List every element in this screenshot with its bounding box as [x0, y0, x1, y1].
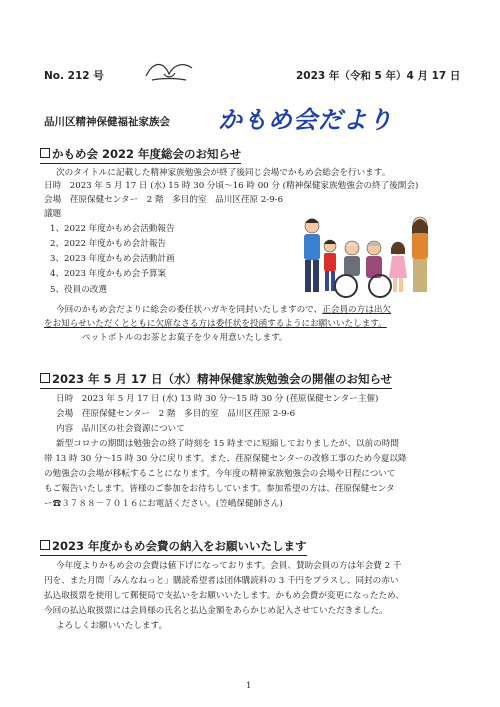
section2-body-line: の勉強会の会場が移転することになります。今年度の精神家族勉強会の会場や日程について [44, 469, 396, 479]
section3-body-line: 今回の払込取扱票には会員様の氏名と払込金額をあらかじめ記入させていただきました。 [44, 606, 388, 616]
section2-body-line: ー☎３７８８－７０１６にお電話ください。(笠嶋保健師さん) [44, 499, 283, 509]
seagull-logo-icon [142, 56, 196, 88]
section1-heading: かもめ会 2022 年度総会のお知らせ [40, 146, 241, 164]
issue-number: No. 212 号 [44, 70, 104, 82]
section1-datetime: 日時 2023 年 5 月 17 日 (水) 15 時 30 分頃～16 時 00 分 (精神保健家族勉強会の終了後開会) [44, 181, 419, 191]
issue-date: 2023 年（令和 5 年）4 月 17 日 [296, 70, 461, 82]
section3-body-line: 今年度よりかもめ会の会費は値下げになっております。会員、賛助会員の方は年会費 2 千 [56, 561, 402, 571]
section1-note-line3: ペットボトルのお茶とお菓子を少々用意いたします。 [82, 333, 288, 343]
section2-heading: 2023 年 5 月 17 日（水）精神保健家族勉強会の開催のお知らせ [40, 371, 392, 389]
agenda-item: 2、2022 年度かもめ会計報告 [50, 239, 167, 249]
checkbox-icon [40, 148, 50, 158]
section1-note-line1: 今回のかもめ会だよりに総会の委任状ハガキを同封いたしますので、正会員の方は出欠 [56, 305, 392, 315]
section2-body-line: 新型コロナの期間は勉強会の終了時刻を 15 時までに短縮しておりましたが、以前の時間 [56, 439, 399, 449]
agenda-item: 4、2023 年度かもめ会予算案 [50, 269, 167, 279]
section1-line: 次のタイトルに記載した精神家族勉強会が終了後同じ会場でかもめ会総会を行います。 [56, 168, 391, 178]
agenda-item: 1、2022 年度かもめ会活動報告 [50, 224, 175, 234]
organization-name: 品川区精神保健福祉家族会 [44, 116, 170, 128]
agenda-item: 3、2023 年度かもめ会活動計画 [50, 254, 175, 264]
family-illustration [294, 206, 438, 302]
section2-content: 内容 品川区の社会資源について [56, 424, 185, 434]
section1-note-line2: をお知らせいただくとともに欠席なさる方は委任状を投函するようにお願いいたします。 [44, 319, 387, 329]
newsletter-title: かもめ会だより [218, 106, 393, 134]
section3-heading: 2023 年度かもめ会費の納入をお願いいたします [40, 538, 307, 556]
section2-datetime: 日時 2023 年 5 月 17 日 (水) 13 時 30 分～15 時 30 分 (荏原保健センター主催) [56, 394, 379, 404]
checkbox-icon [40, 373, 50, 383]
section2-body-line: もご報告いたします。皆様のご参加をお待ちしています。参加希望の方は、荏原保健センタ [44, 484, 395, 494]
section3-body-line: 円を、また月間「みんなねっと」購読希望者は団体購読料の 3 千円をプラスし、同封の赤い [44, 576, 399, 586]
section3-body-line: 払込取扱票を使用して郵便局で支払いをお願いいたします。かもめ会費が変更になったため、 [44, 591, 404, 601]
section3-body-line: よろしくお願いいたします。 [56, 621, 168, 631]
section2-venue: 会場 荏原保健センター 2 階 多目的室 品川区荏原 2-9-6 [56, 409, 296, 419]
page-number: 1 [246, 681, 252, 691]
section1-venue: 会場 荏原保健センター 2 階 多目的室 品川区荏原 2-9-6 [44, 195, 284, 205]
checkbox-icon [40, 540, 50, 550]
agenda-item: 5、役員の改選 [50, 285, 108, 295]
section2-body-line: 帯 13 時 30 分～15 時 30 分に戻ります。また、荏原保健センターの改修工事のため今夏以降 [44, 454, 407, 464]
section1-agenda-label: 議題 [44, 209, 62, 219]
